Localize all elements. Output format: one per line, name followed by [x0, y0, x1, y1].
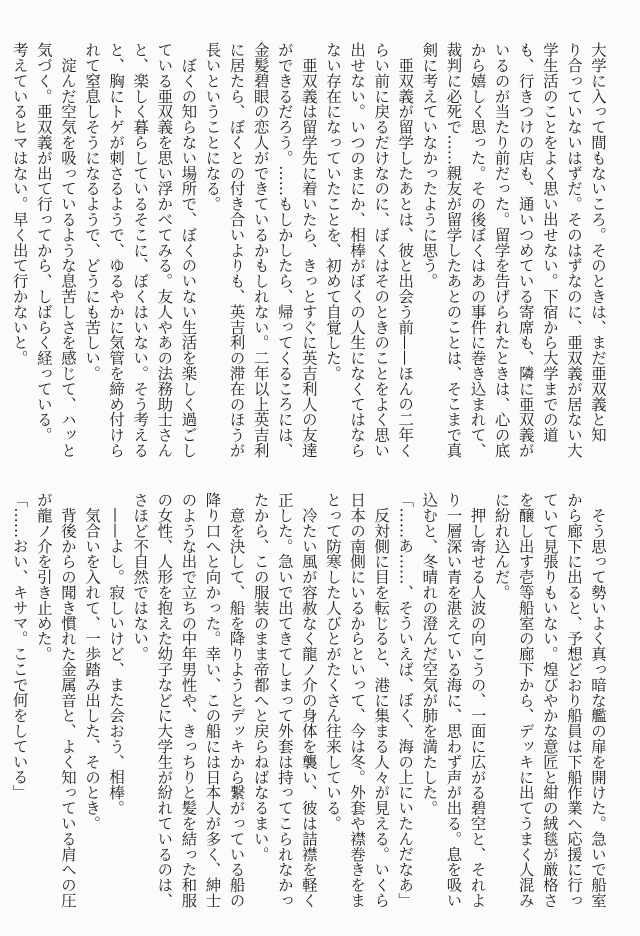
text-column: 日本の南側にいるからといって、今は冬。外套や襟巻きをま: [348, 492, 367, 908]
text-column: 淀んだ空気を吸っているような息苦しさを感じて、ハッと: [58, 42, 77, 458]
text-column: ができるだろう。……もしかしたら、帰ってくるころには、: [275, 42, 294, 458]
text-column: 長いということになる。: [203, 42, 222, 212]
text-column: と、胸にトゲが刺さるようで、ゆるやかに気管を締め付けら: [107, 42, 126, 458]
text-column: 背後からの聞き慣れた金属音と、よく知っている肩への圧: [58, 492, 77, 908]
text-column: 押し寄せる人波の向こうの、一面に広がる碧空と、それよ: [468, 492, 487, 908]
lower-text-block: [10, 492, 610, 912]
text-column: 気づく。亜双義が出て行ってから、しばらく経っている。: [34, 42, 53, 443]
text-column: さほど不自然ではない。: [131, 492, 150, 662]
text-column: り一層深い青を湛えている海に、思わず声が出る。息を吸い: [444, 492, 463, 908]
text-column: らい前に戻るだけなのに、ぼくはそのときのことをよく思い: [372, 42, 391, 458]
text-column: に居たら、ぼくとの付き合いよりも、英吉利の滞在のほうが: [227, 42, 246, 458]
text-column: ない存在になっていたことを、初めて自覚した。: [323, 42, 342, 381]
text-column: 亜双義が留学したあとは、彼と出会う前——ほんの二年く: [396, 42, 415, 458]
text-column: に紛れ込んだ。: [492, 492, 511, 600]
text-column: そう思って勢いよく真っ暗な艦の扉を開けた。急いで船室: [589, 492, 607, 908]
text-column: れて窒息しそうになるようで、どうにも苦しい。: [83, 42, 102, 381]
text-column: から嬉しく思った。その後ぼくはあの事件に巻き込まれて、: [468, 42, 487, 458]
text-column: ——よし。寂しいけど、また会おう、相棒。: [107, 492, 126, 816]
text-column: ぼくの知らない場所で、ぼくのいない生活を楽しく過ごし: [179, 42, 198, 458]
text-column: 反対側に目を転じると、港に集まる人々が見える。いくら: [372, 492, 391, 908]
text-column: 気合いを入れて、一歩踏み出した、そのとき。: [83, 492, 102, 831]
text-column: 「……あ……、そういえば、ぼく、海の上にいたんだなあ」: [396, 492, 415, 908]
text-column: 学生活のことをよく思い出せない。下宿から大学までの道: [540, 42, 559, 443]
text-column: が龍ノ介を引き止めた。: [34, 492, 53, 662]
text-column: 金髪碧眼の恋人ができているかもしれない。二年以上英吉利: [251, 42, 270, 458]
text-column: 「……おい、キサマ。ここで何をしている」: [10, 492, 29, 800]
text-column: のような出で立ちの中年男性や、きっちりと髪を結った和服: [179, 492, 198, 908]
text-column: の女性、人形を抱えた幼子などに大学生が紛れているのは、: [155, 492, 174, 908]
text-column: と、楽しく暮らしているそこに、ぼくはいない。そう考える: [131, 42, 150, 458]
text-column: 亜双義は留学先に着いたら、きっとすぐに英吉利人の友達: [299, 42, 318, 458]
text-column: 込むと、冬晴れの澄んだ空気が肺を満たした。: [420, 492, 439, 816]
text-column: 意を決して、船を降りようとデッキから繋がっている船の: [227, 492, 246, 908]
text-column: 冷たい風が容赦なく龍ノ介の身体を襲い、彼は詰襟を軽く: [299, 492, 318, 908]
text-column: 裁判に必死で……親友が留学したあとのことは、そこまで真: [444, 42, 463, 458]
text-column: り合っていないはずだ。そのはずなのに、亜双義が居ない大: [564, 42, 583, 458]
text-column: を醸し出す壱等船室の廊下から、デッキに出てうまく人混み: [516, 492, 535, 908]
text-column: も、行きつけの店も、通いつめている寄席も、隣に亜双義が: [516, 42, 535, 458]
text-column: 降り口へと向かった。幸い、この船には日本人が多く、紳士: [203, 492, 222, 908]
text-column: 出せない。いつのまにか、相棒がぼくの人生になくてはなら: [348, 42, 367, 458]
text-column: 正した。急いで出てきてしまって外套は持ってこられなかっ: [275, 492, 294, 908]
text-column: いるのが当たり前だった。留学を告げられたときは、心の底: [492, 42, 511, 458]
text-column: たから、この服装のまま帝都へと戻らねばなるまい。: [251, 492, 270, 862]
text-column: 剣に考えていなかったように思う。: [420, 42, 439, 289]
text-column: ていて見張りもいない。煌びやかな意匠と紺の絨毯が厳格さ: [540, 492, 559, 908]
text-column: 考えているヒマはない。早く出て行かないと。: [10, 42, 29, 366]
text-column: とって防寒した人びとがたくさん往来している。: [323, 492, 342, 831]
text-column: から廊下に出ると、予想どおり船員は下船作業へ応援に行っ: [564, 492, 583, 908]
text-column: ている亜双義を思い浮かべてみる。友人やあの法務助士さん: [155, 42, 174, 458]
text-column: 大学に入って間もないころ。そのときは、まだ亜双義と知: [589, 42, 607, 443]
upper-text-block: [10, 42, 610, 462]
